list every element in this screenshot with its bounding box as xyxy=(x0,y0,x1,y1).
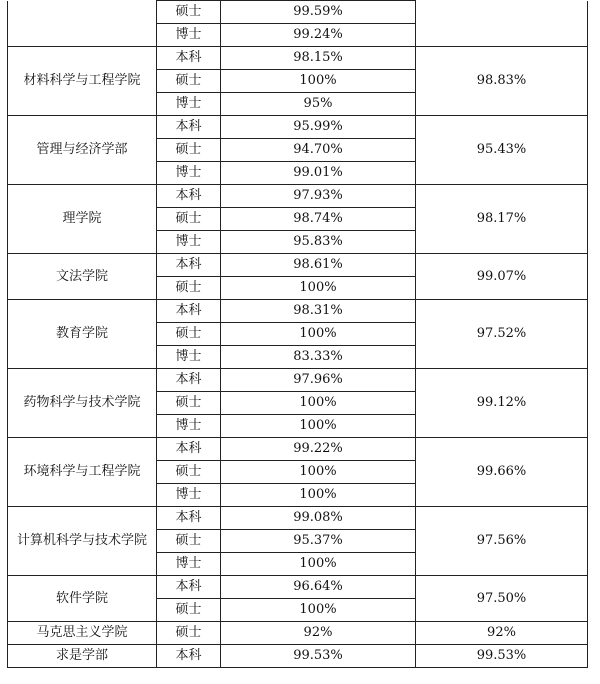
table-row xyxy=(8,507,588,530)
degree-cell: 博士 xyxy=(157,553,221,576)
table-row xyxy=(8,47,588,70)
rate-cell: 95.37% xyxy=(221,530,416,553)
degree-cell: 博士 xyxy=(157,162,221,185)
degree-cell: 硕士 xyxy=(157,277,221,300)
degree-cell: 博士 xyxy=(157,231,221,254)
table-row xyxy=(8,438,588,461)
rate-cell: 95.99% xyxy=(221,116,416,139)
degree-cell: 本科 xyxy=(157,369,221,392)
table-row xyxy=(8,300,588,323)
rate-cell: 99.53% xyxy=(221,645,416,668)
rate-cell: 100% xyxy=(221,484,416,507)
table-row xyxy=(8,369,588,392)
overall-rate-cell: 99.07% xyxy=(416,254,588,300)
rate-cell: 95.83% xyxy=(221,231,416,254)
degree-cell: 博士 xyxy=(157,484,221,507)
degree-cell: 硕士 xyxy=(157,323,221,346)
overall-rate-cell: 97.56% xyxy=(416,507,588,576)
overall-rate-cell: 99.12% xyxy=(416,369,588,438)
degree-cell: 博士 xyxy=(157,415,221,438)
department-name-cell: 求是学部 xyxy=(8,645,157,668)
degree-cell: 本科 xyxy=(157,576,221,599)
rate-cell: 100% xyxy=(221,599,416,622)
department-name-cell: 软件学院 xyxy=(8,576,157,622)
rate-cell: 100% xyxy=(221,553,416,576)
table-row xyxy=(8,185,588,208)
department-name-cell: 计算机科学与技术学院 xyxy=(8,507,157,576)
rate-cell: 99.08% xyxy=(221,507,416,530)
rate-cell: 95% xyxy=(221,93,416,116)
rate-cell: 97.96% xyxy=(221,369,416,392)
department-name-cell: 文法学院 xyxy=(8,254,157,300)
department-name-cell: 理学院 xyxy=(8,185,157,254)
table-row xyxy=(8,254,588,277)
degree-cell: 硕士 xyxy=(157,530,221,553)
overall-rate-cell: 92% xyxy=(416,622,588,645)
degree-cell: 硕士 xyxy=(157,139,221,162)
rate-cell: 99.59% xyxy=(221,1,416,24)
degree-cell: 硕士 xyxy=(157,70,221,93)
table-row xyxy=(8,1,588,24)
department-cell-continued xyxy=(8,1,157,47)
degree-cell: 本科 xyxy=(157,116,221,139)
overall-rate-cell-continued xyxy=(416,1,588,47)
rate-cell: 98.74% xyxy=(221,208,416,231)
degree-cell: 硕士 xyxy=(157,208,221,231)
overall-rate-cell: 97.50% xyxy=(416,576,588,622)
table-row xyxy=(8,576,588,599)
degree-cell: 本科 xyxy=(157,300,221,323)
rate-cell: 98.15% xyxy=(221,47,416,70)
overall-rate-cell: 99.66% xyxy=(416,438,588,507)
rate-cell: 99.24% xyxy=(221,24,416,47)
degree-cell: 本科 xyxy=(157,185,221,208)
rate-cell: 98.31% xyxy=(221,300,416,323)
department-name-cell: 环境科学与工程学院 xyxy=(8,438,157,507)
overall-rate-cell: 95.43% xyxy=(416,116,588,185)
degree-cell: 本科 xyxy=(157,507,221,530)
rate-cell: 100% xyxy=(221,323,416,346)
degree-cell: 本科 xyxy=(157,438,221,461)
degree-cell: 硕士 xyxy=(157,1,221,24)
rate-cell: 83.33% xyxy=(221,346,416,369)
rate-cell: 100% xyxy=(221,415,416,438)
table-row xyxy=(8,622,588,645)
degree-cell: 本科 xyxy=(157,645,221,668)
degree-cell: 硕士 xyxy=(157,461,221,484)
rate-cell: 100% xyxy=(221,277,416,300)
rate-cell: 100% xyxy=(221,461,416,484)
rate-cell: 96.64% xyxy=(221,576,416,599)
rate-cell: 92% xyxy=(221,622,416,645)
overall-rate-cell: 99.53% xyxy=(416,645,588,668)
table-row xyxy=(8,116,588,139)
overall-rate-cell: 98.17% xyxy=(416,185,588,254)
department-name-cell: 教育学院 xyxy=(8,300,157,369)
overall-rate-cell: 97.52% xyxy=(416,300,588,369)
degree-cell: 博士 xyxy=(157,93,221,116)
rate-cell: 98.61% xyxy=(221,254,416,277)
degree-cell: 博士 xyxy=(157,346,221,369)
degree-cell: 硕士 xyxy=(157,599,221,622)
table-row xyxy=(8,645,588,668)
degree-cell: 博士 xyxy=(157,24,221,47)
degree-cell: 本科 xyxy=(157,254,221,277)
department-name-cell: 马克思主义学院 xyxy=(8,622,157,645)
rate-cell: 100% xyxy=(221,70,416,93)
department-name-cell: 管理与经济学部 xyxy=(8,116,157,185)
degree-cell: 硕士 xyxy=(157,622,221,645)
rate-cell: 94.70% xyxy=(221,139,416,162)
degree-cell: 硕士 xyxy=(157,392,221,415)
rate-cell: 97.93% xyxy=(221,185,416,208)
department-name-cell: 材料科学与工程学院 xyxy=(8,47,157,116)
degree-cell: 本科 xyxy=(157,47,221,70)
rate-cell: 99.22% xyxy=(221,438,416,461)
rate-cell: 99.01% xyxy=(221,162,416,185)
rate-cell: 100% xyxy=(221,392,416,415)
employment-rate-table xyxy=(7,0,588,668)
table-body xyxy=(8,1,588,668)
department-name-cell: 药物科学与技术学院 xyxy=(8,369,157,438)
overall-rate-cell: 98.83% xyxy=(416,47,588,116)
